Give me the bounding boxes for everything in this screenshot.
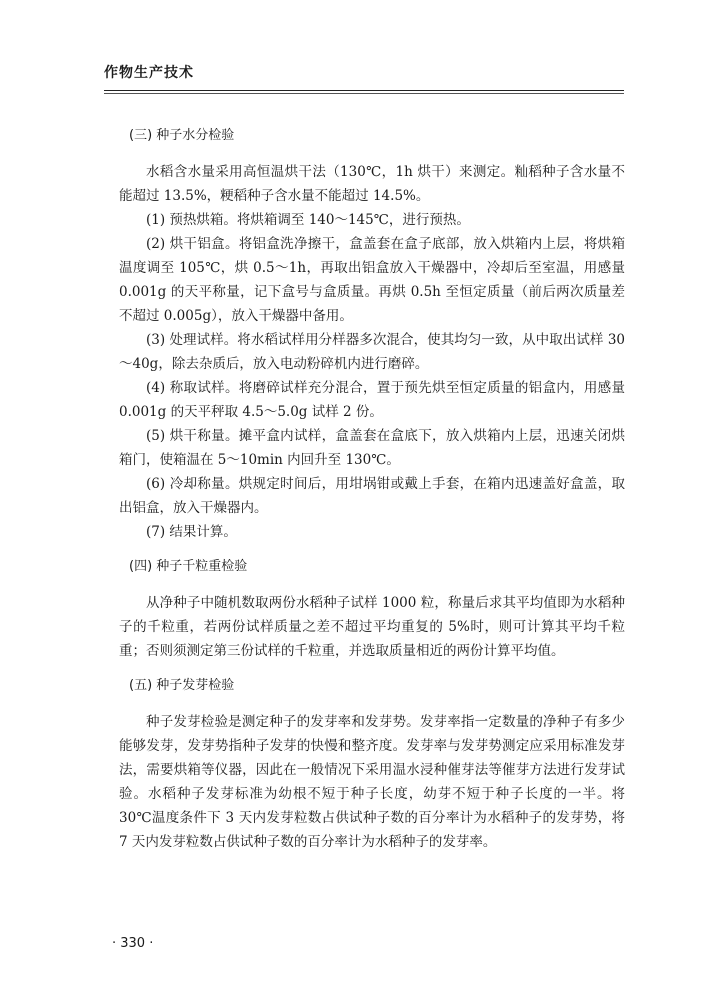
section-heading: (三) 种子水分检验 (129, 128, 235, 143)
paragraph: (6) 冷却称量。烘规定时间后，用坩埚钳或戴上手套，在箱内迅速盖好盒盖，取出铝盒，放入干燥器内。 (119, 476, 625, 516)
section-thousand-grain-weight (119, 555, 625, 663)
header-rule-thin (104, 93, 624, 94)
page-body (119, 124, 625, 854)
section-heading: (四) 种子千粒重检验 (129, 559, 248, 574)
header-rule (104, 90, 624, 91)
paragraph: 水稻含水量采用高恒温烘干法（130℃，1h 烘干）来测定。籼稻种子含水量不能超过 13.5%，粳稻种子含水量不能超过 14.5%。 (119, 164, 625, 204)
page-number: · 330 · (112, 936, 154, 951)
section-germination-test (119, 674, 625, 854)
section-moisture-test (119, 124, 625, 544)
running-header-title: 作物生产技术 (104, 65, 194, 81)
paragraph: (1) 预热烘箱。将烘箱调至 140～145℃，进行预热。 (146, 212, 470, 228)
paragraph: (3) 处理试样。将水稻试样用分样器多次混合，使其均匀一致，从中取出试样 30～40g，除去杂质后，放入电动粉碎机内进行磨碎。 (119, 332, 625, 372)
paragraph: (7) 结果计算。 (146, 524, 237, 540)
paragraph: (4) 称取试样。将磨碎试样充分混合，置于预先烘至恒定质量的铝盒内，用感量 0.001g 的天平秤取 4.5～5.0g 试样 2 份。 (119, 380, 625, 420)
paragraph: 从净种子中随机数取两份水稻种子试样 1000 粒，称量后求其平均值即为水稻种子的千粒重，若两份试样质量之差不超过平均重复的 5%时，则可计算其平均千粒重；否则须测定第三份试样的千粒重，并选取质量相近的两份计算平均值。 (119, 595, 625, 659)
paragraph: 种子发芽检验是测定种子的发芽率和发芽势。发芽率指一定数量的净种子有多少能够发芽，发芽势指种子发芽的快慢和整齐度。发芽率与发芽势测定应采用标准发芽法，需要烘箱等仪器，因此在一般情况下采用温水浸种催芽法等催芽方法进行发芽试验。水稻种子发芽标准为幼根不短于种子长度，幼芽不短于种子长度的一半。将 30℃温度条件下 3 天内发芽粒数占供试种子数的百分率计为水稻种子的发芽势，将 7 天内发芽粒数占供试种子数的百分率计为水稻种子的发芽率。 (119, 714, 625, 850)
section-heading: (五) 种子发芽检验 (129, 678, 235, 693)
paragraph: (5) 烘干称量。摊平盒内试样，盒盖套在盒底下，放入烘箱内上层，迅速关闭烘箱门，使箱温在 5～10min 内回升至 130℃。 (119, 428, 625, 468)
paragraph: (2) 烘干铝盒。将铝盒洗净擦干，盒盖套在盒子底部，放入烘箱内上层，将烘箱温度调至 105℃，烘 0.5～1h，再取出铝盒放入干燥器中，冷却后至室温，用感量 0.001g 的天平称量，记下盒号与盒质量。再烘 0.5h 至恒定质量（前后两次质量差不超过 0.005g），放入干燥器中备用。 (119, 236, 625, 324)
